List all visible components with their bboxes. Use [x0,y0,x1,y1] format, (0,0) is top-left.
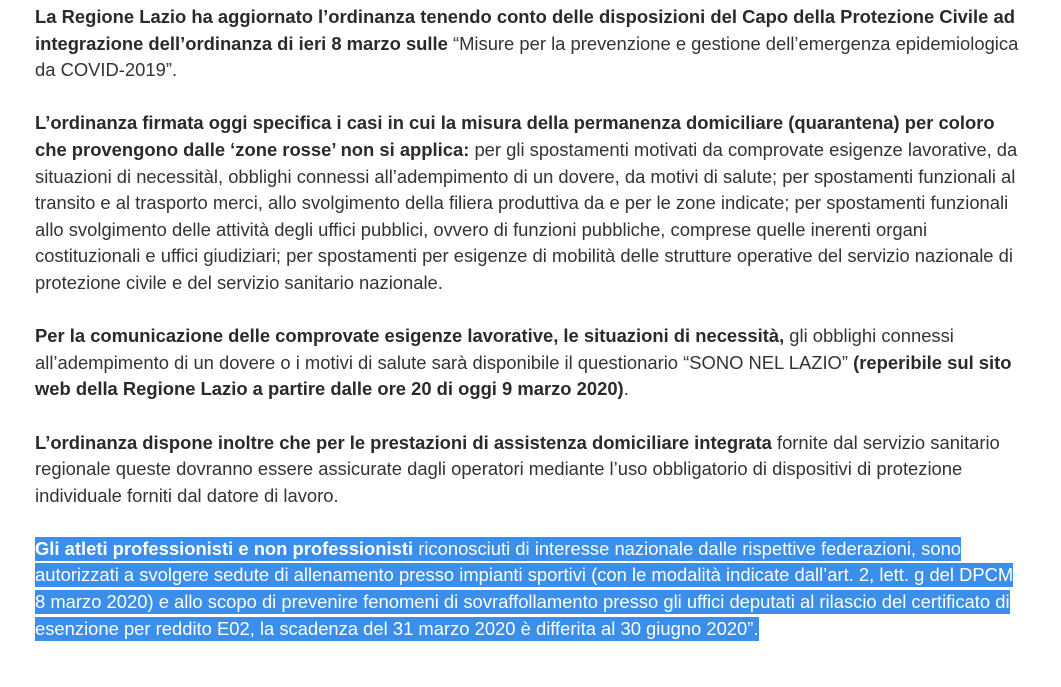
paragraph-text: gli obblighi connessi all’adempimento di un dovere o i motivi di salute sarà disponibile il questionario “SONO NEL LAZIO” [35,325,954,373]
paragraph-quarantine-exceptions [35,110,1025,296]
text-selection-highlight[interactable] [35,537,1013,641]
bold-lead-text: La Regione Lazio ha aggiornato l’ordinanza tenendo conto delle disposizioni del Capo della Protezione Civile ad integrazione dell’ordinanza di ieri 8 marzo sulle [35,6,1015,54]
bold-lead-text: L’ordinanza dispone inoltre che per le prestazioni di assistenza domiciliare integrata [35,431,772,453]
bold-lead-text: Gli atleti professionisti e non professionisti [35,537,414,559]
paragraph-text: riconosciuti di interesse nazionale dalle rispettive federazioni, sono autorizzati a svolgere sedute di allenamento presso impianti sportivi (con le modalità indicate dall’art. 2, lett. g del DPCM 8 marzo 2020) e allo scopo di prevenire fenomeni di sovraffollamento presso gli uffici deputati al rilascio del certificato di esenzione per reddito E02, la scadenza del 31 marzo 2020 è differita al 30 giugno 2020”. [35,537,1014,639]
paragraph-ordinance-update [35,4,1025,84]
paragraph-text: per gli spostamenti motivati da comprovate esigenze lavorative, da situazioni di necessitàl, obblighi connessi all’adempimento di un dovere, da motivi di salute; per spostamenti funzionali al transito e al trasporto merci, allo svolgimento della filiera produttiva da e per le zone indicate; per spostamenti funzionali allo svolgimento delle attività degli uffici pubblici, ovvero di funzioni pubbliche, comprese quelle inerenti organi costituzionali e uffici giudiziari; per spostamenti per esigenze di mobilità delle strutture operative del servizio nazionale di protezione civile e del servizio sanitario nazionale. [35,138,1018,293]
bold-availability-note: (reperibile sul sito web della Regione Lazio a partire dalle ore 20 di oggi 9 marzo 2020) [35,351,1012,400]
bold-lead-text: Per la comunicazione delle comprovate esigenze lavorative, le situazioni di necessità, [35,325,785,347]
paragraph-athletes-selected[interactable] [35,536,1025,642]
article-body [35,4,1025,642]
paragraph-text: fornite dal servizio sanitario regionale queste dovranno essere assicurate dagli operatori mediante l’uso obbligatorio di dispositivi di protezione individuale forniti dal datore di lavoro. [35,431,1000,506]
paragraph-text-end: . [623,378,629,400]
paragraph-home-care [35,430,1025,510]
paragraph-questionnaire [35,323,1025,403]
paragraph-text: “Misure per la prevenzione e gestione dell’emergenza epidemiologica da COVID-2019”. [35,32,1019,81]
bold-lead-text: L’ordinanza firmata oggi specifica i casi in cui la misura della permanenza domiciliare (quarantena) per coloro che provengono dalle ‘zone rosse’ non si applica: [35,112,995,160]
